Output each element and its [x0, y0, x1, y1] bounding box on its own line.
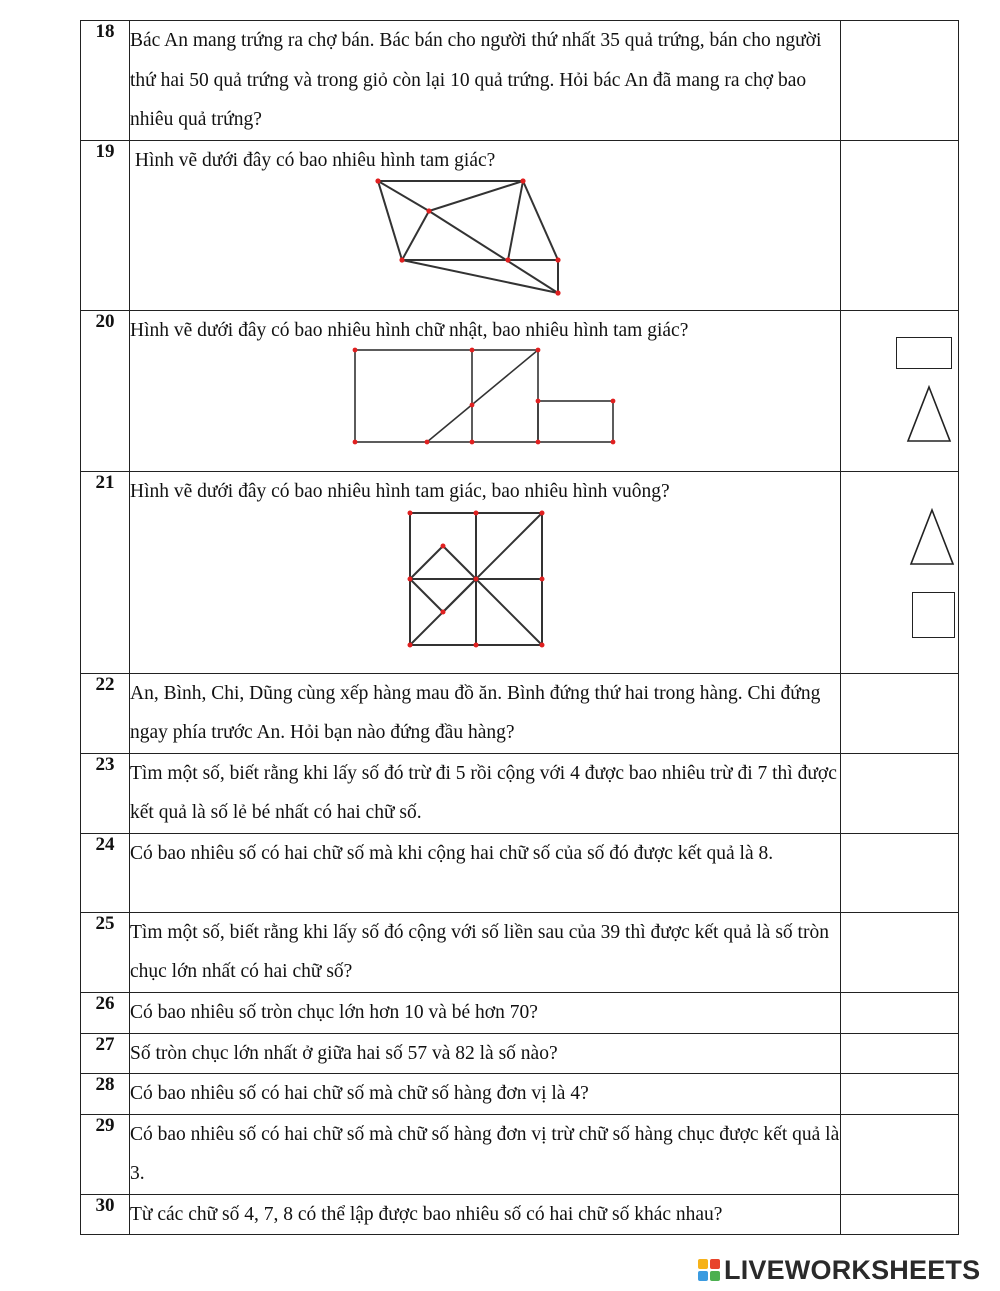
answer-cell[interactable]	[841, 471, 959, 673]
figure-svg	[350, 347, 622, 447]
question-text: Có bao nhiêu số có hai chữ số mà chữ số hàng đơn vị trừ chữ số hàng chục được kết quả là 3.	[130, 1114, 841, 1194]
rectangle-answer-box[interactable]	[896, 337, 952, 369]
question-number: 29	[81, 1114, 130, 1194]
answer-cell[interactable]	[841, 1033, 959, 1074]
question-row-25	[81, 912, 959, 992]
question-number: 26	[81, 992, 130, 1033]
logo-text: LIVEWORKSHEETS	[724, 1254, 981, 1285]
question-text: Tìm một số, biết rằng khi lấy số đó cộng với số liền sau của 39 thì được kết quả là số tròn chục lớn nhất có hai chữ số?	[130, 912, 841, 992]
rectangle-figure-20	[350, 347, 840, 447]
answer-cell[interactable]	[841, 21, 959, 141]
triangle-icon[interactable]	[906, 385, 952, 443]
triangle-icon[interactable]	[909, 508, 955, 566]
question-text: Hình vẽ dưới đây có bao nhiêu hình tam giác, bao nhiêu hình vuông?	[130, 480, 670, 502]
answer-cell[interactable]	[841, 1114, 959, 1194]
question-text: Hình vẽ dưới đây có bao nhiêu hình chữ nhật, bao nhiêu hình tam giác?	[130, 319, 689, 341]
question-number: 19	[81, 140, 130, 310]
question-number: 25	[81, 912, 130, 992]
question-number: 21	[81, 471, 130, 673]
liveworksheets-logo[interactable]	[698, 1256, 980, 1284]
triangle-figure-19	[370, 178, 840, 302]
question-text: Có bao nhiêu số có hai chữ số mà khi cộng hai chữ số của số đó được kết quả là 8.	[130, 833, 841, 912]
logo-block	[698, 1271, 708, 1281]
question-number: 30	[81, 1194, 130, 1235]
question-row-30	[81, 1194, 959, 1235]
question-row-23	[81, 753, 959, 833]
answer-cell[interactable]	[841, 833, 959, 912]
logo-block	[710, 1259, 720, 1269]
answer-cell[interactable]	[841, 912, 959, 992]
question-text: An, Bình, Chi, Dũng cùng xếp hàng mau đồ ăn. Bình đứng thứ hai trong hàng. Chi đứng ngay phía trước An. Hỏi bạn nào đứng đầu hàng?	[130, 673, 841, 753]
question-row-28	[81, 1074, 959, 1115]
question-row-27	[81, 1033, 959, 1074]
answer-cell[interactable]	[841, 1194, 959, 1235]
answer-cell[interactable]	[841, 310, 959, 471]
question-number: 23	[81, 753, 130, 833]
answer-cell[interactable]	[841, 753, 959, 833]
question-row-29	[81, 1114, 959, 1194]
answer-cell[interactable]	[841, 140, 959, 310]
question-number: 20	[81, 310, 130, 471]
question-number: 18	[81, 21, 130, 141]
question-row-24	[81, 833, 959, 912]
square-answer-box[interactable]	[912, 592, 955, 638]
question-row-19	[81, 140, 959, 310]
question-row-22	[81, 673, 959, 753]
question-number: 22	[81, 673, 130, 753]
question-text: Có bao nhiêu số có hai chữ số mà chữ số hàng đơn vị là 4?	[130, 1074, 841, 1115]
question-number: 24	[81, 833, 130, 912]
question-text: Số tròn chục lớn nhất ở giữa hai số 57 và 82 là số nào?	[130, 1033, 841, 1074]
answer-cell[interactable]	[841, 1074, 959, 1115]
question-row-21	[81, 471, 959, 673]
figure-svg	[406, 510, 548, 652]
question-row-20	[81, 310, 959, 471]
question-row-26	[81, 992, 959, 1033]
logo-blocks-icon	[698, 1259, 720, 1281]
question-row-18	[81, 21, 959, 141]
logo-block	[698, 1259, 708, 1269]
question-text: Hình vẽ dưới đây có bao nhiêu hình tam giác?	[130, 149, 496, 171]
question-text: Tìm một số, biết rằng khi lấy số đó trừ đi 5 rồi cộng với 4 được bao nhiêu trừ đi 7 thì được kết quả là số lẻ bé nhất có hai chữ số.	[130, 753, 841, 833]
answer-cell[interactable]	[841, 992, 959, 1033]
question-text: Từ các chữ số 4, 7, 8 có thể lập được bao nhiêu số có hai chữ số khác nhau?	[130, 1194, 841, 1235]
logo-block	[710, 1271, 720, 1281]
worksheet-table	[80, 20, 959, 1235]
answer-cell[interactable]	[841, 673, 959, 753]
question-text: Có bao nhiêu số tròn chục lớn hơn 10 và bé hơn 70?	[130, 992, 841, 1033]
question-text: Bác An mang trứng ra chợ bán. Bác bán cho người thứ nhất 35 quả trứng, bán cho người thứ hai 50 quả trứng và trong giỏ còn lại 10 quả trứng. Hỏi bác An đã mang ra chợ bao nhiêu quả trứng?	[130, 21, 841, 141]
question-number: 27	[81, 1033, 130, 1074]
question-number: 28	[81, 1074, 130, 1115]
square-figure-21	[406, 510, 840, 652]
figure-svg	[370, 178, 570, 302]
